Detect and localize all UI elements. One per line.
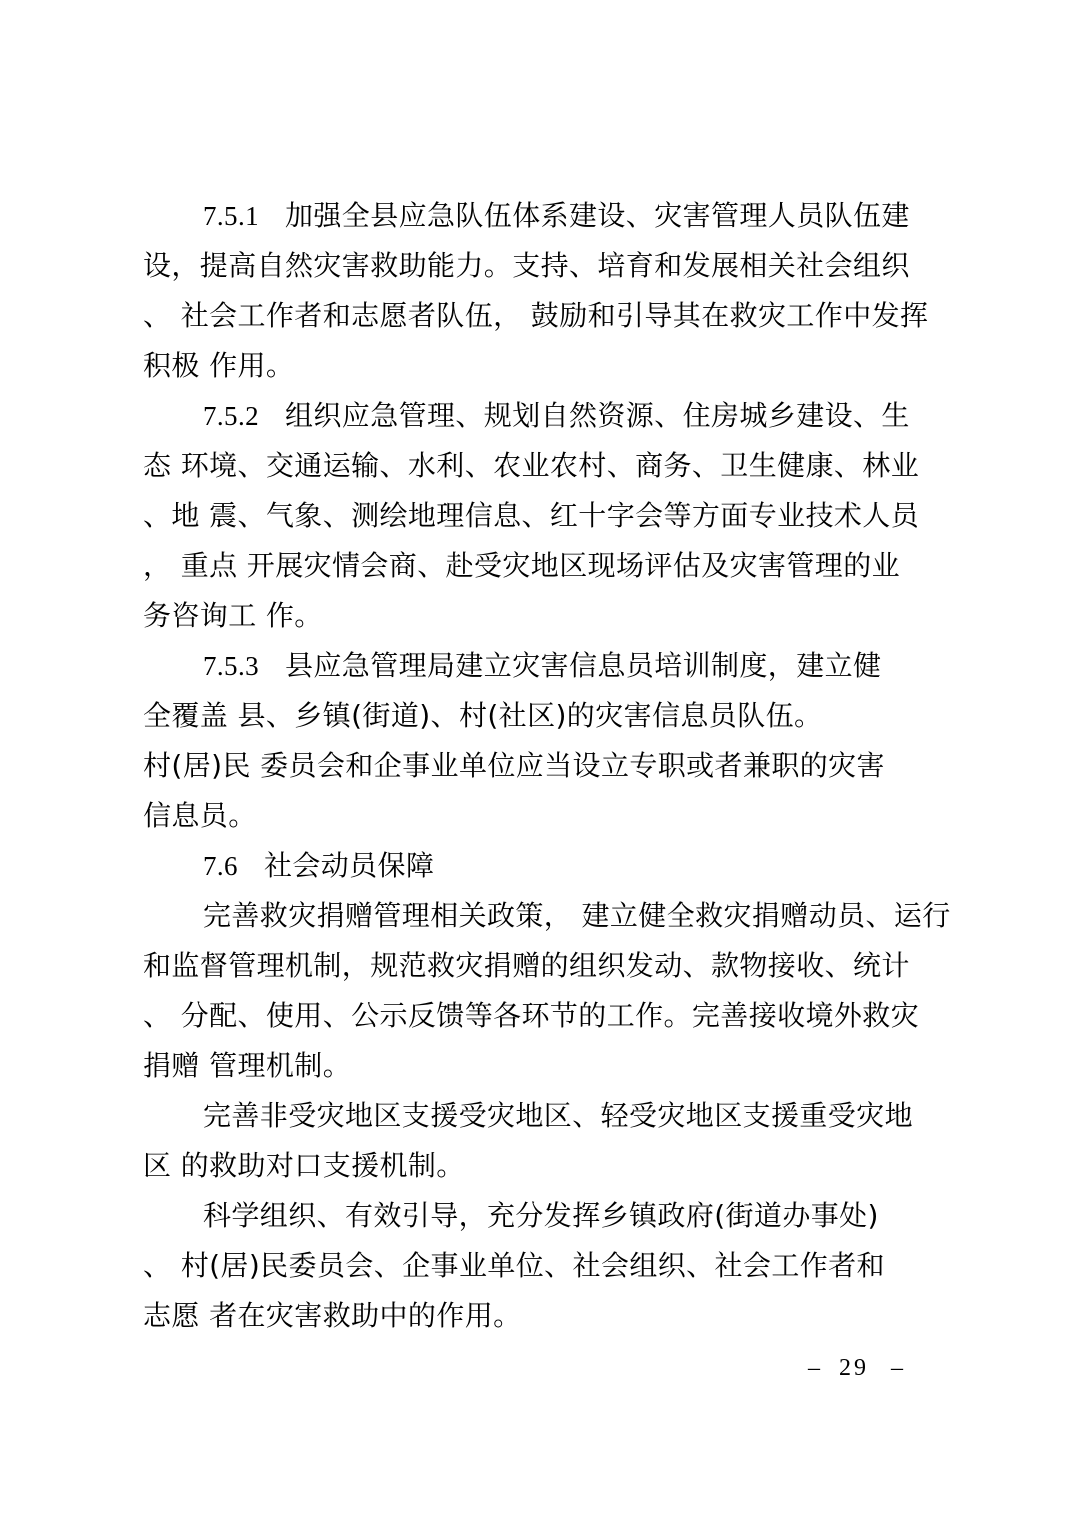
- paragraph-line: 捐赠 管理机制。: [143, 1049, 352, 1082]
- section-7-6-heading: [203, 848, 434, 884]
- paragraph-line: 和监督管理机制，规范救灾捐赠的组织发动、款物接收、统计: [143, 949, 910, 982]
- section-number: 7.5.1: [203, 201, 259, 231]
- paragraph-line: 科学组织、有效引导，充分发挥乡镇政府(街道办事处): [203, 1199, 879, 1232]
- section-number: 7.5.3: [203, 651, 259, 681]
- paragraph-line: 、地 震、气象、测绘地理信息、红十字会等方面专业技术人员: [143, 499, 920, 532]
- paragraph-line: 完善非受灾地区支援受灾地区、轻受灾地区支援重受灾地: [203, 1099, 914, 1132]
- paragraph-text: 县应急管理局建立灾害信息员培训制度，建立健: [285, 649, 882, 682]
- paragraph-line: 信息员。: [143, 799, 257, 832]
- paragraph-line: 设，提高自然灾害救助能力。支持、培育和发展相关社会组织: [143, 249, 910, 282]
- section-7-5-3-line-1: [203, 648, 881, 684]
- section-number: 7.6: [203, 851, 238, 881]
- paragraph-line: 态 环境、交通运输、水利、农业农村、商务、卫生健康、林业: [143, 449, 920, 482]
- paragraph-line: 、 分配、使用、公示反馈等各环节的工作。完善接收境外救灾: [143, 999, 920, 1032]
- paragraph-line: 积极 作用。: [143, 349, 295, 382]
- paragraph-line: ， 重点 开展灾情会商、赴受灾地区现场评估及灾害管理的业: [143, 549, 901, 582]
- page-number-dash-left: –: [808, 1355, 823, 1381]
- section-number: 7.5.2: [203, 401, 259, 431]
- paragraph-text: 组织应急管理、规划自然资源、住房城乡建设、生: [285, 399, 910, 432]
- page-number-value: 29: [839, 1355, 869, 1381]
- paragraph-line: 、 村(居)民委员会、企事业单位、社会组织、社会工作者和: [143, 1249, 885, 1282]
- paragraph-line: 完善救灾捐赠管理相关政策， 建立健全救灾捐赠动员、运行: [203, 899, 951, 932]
- page-number: [808, 1352, 906, 1384]
- paragraph-text: 加强全县应急队伍体系建设、灾害管理人员队伍建: [285, 199, 910, 232]
- paragraph-line: 务咨询工 作。: [143, 599, 323, 632]
- paragraph-line: 全覆盖 县、乡镇(街道)、村(社区)的灾害信息员队伍。: [143, 699, 823, 732]
- page-number-dash-right: –: [891, 1355, 906, 1381]
- paragraph-line: 区 的救助对口支援机制。: [143, 1149, 465, 1182]
- section-title: 社会动员保障: [263, 849, 435, 882]
- section-7-5-1-line-1: [203, 198, 910, 234]
- section-7-5-2-line-1: [203, 398, 910, 434]
- paragraph-line: 、 社会工作者和志愿者队伍， 鼓励和引导其在救灾工作中发挥: [143, 299, 929, 332]
- paragraph-line: 村(居)民 委员会和企事业单位应当设立专职或者兼职的灾害: [143, 749, 885, 782]
- paragraph-line: 志愿 者在灾害救助中的作用。: [143, 1299, 522, 1332]
